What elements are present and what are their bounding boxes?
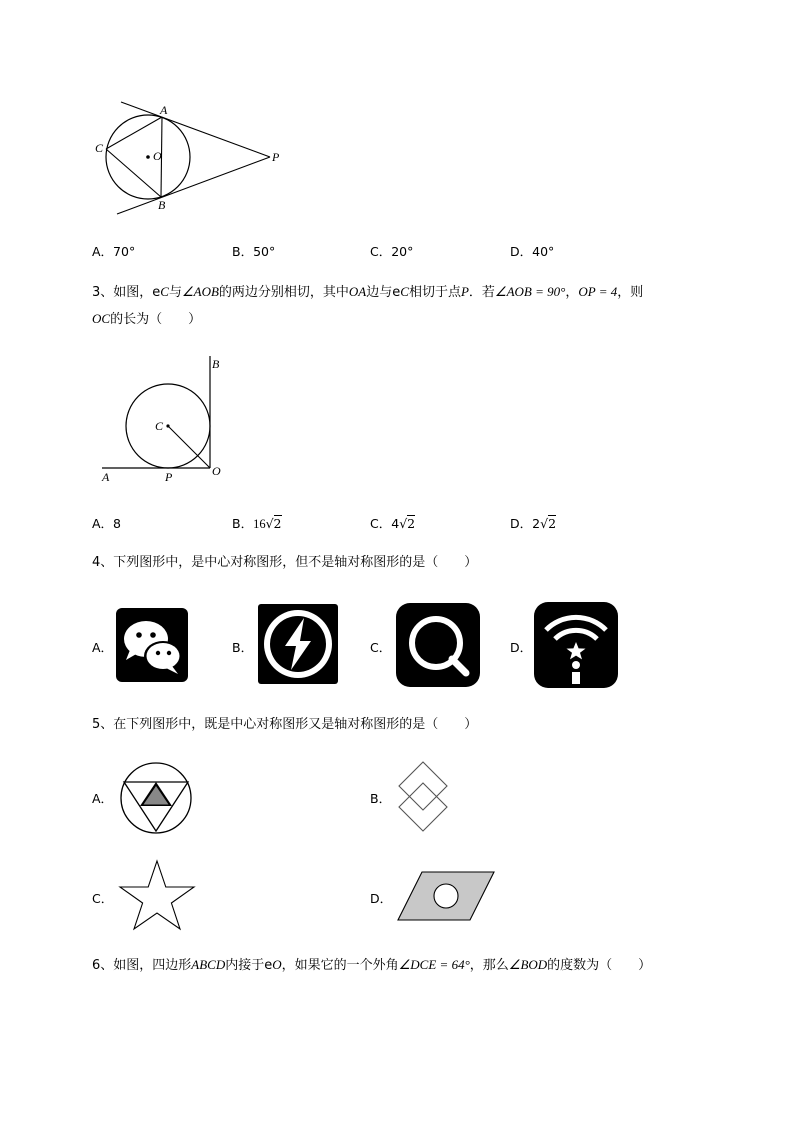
q3-label-p: P [165,470,173,484]
q4-option-c-label: C． [370,640,392,655]
q5-option-a-label: A． [92,791,114,806]
q5-option-a-figure [119,761,193,835]
q2-label-c: C [95,141,104,155]
q5-option-c-star-figure [118,859,196,931]
q4-option-b-lightning-icon [258,604,338,684]
q3-figure [98,356,228,486]
q5-option-c-label: C． [92,891,114,906]
q2-figure [90,96,290,220]
q2-tangent-pa [121,102,270,157]
q4-option-d-wifi-icon [534,602,618,688]
q3-option-b: B．16√2 [232,516,282,531]
q2-option-a: A．70° [92,244,136,259]
q4-option-d-label: D． [510,640,533,655]
q3-label-o: O [212,464,221,478]
q3-stem: 3、如图，eC与∠AOB的两边分别相切，其中OA边与eC相切于点P．若∠AOB = 90°，OP = 4，则 OC的长为（ ） [92,284,644,327]
q4-option-a-wechat-icon [116,608,188,682]
q3-option-c: C．4√2 [370,516,416,531]
q4-option-b-label: B． [232,640,254,655]
q5-option-b-label: B． [370,791,392,806]
q3-label-a: A [102,470,110,484]
q5-option-b-figure [396,760,450,834]
q6-stem: 6、如图，四边形ABCD内接于eO，如果它的一个外角∠DCE = 64°，那么∠BOD的度数为（ ） [92,957,652,973]
q4-stem: 4、下列图形中，是中心对称图形，但不是轴对称图形的是（ ） [92,555,478,570]
q3-option-a: A．8 [92,516,122,531]
q5-stem: 5、在下列图形中，既是中心对称图形又是轴对称图形的是（ ） [92,717,478,732]
q2-tangent-pb [117,157,270,214]
q2-option-b: B．50° [232,244,276,259]
q2-option-c: C．20° [370,244,414,259]
q2-label-a: A [160,103,168,117]
q2-label-b: B [158,198,166,212]
q4-option-c-search-icon [396,603,480,687]
q2-chord-ca [106,117,162,149]
q2-label-o: O [153,149,162,163]
q2-center-dot [146,155,150,159]
q2-label-p: P [272,150,280,164]
q5-option-d-parallelogram-figure [396,870,496,922]
q3-label-b: B [212,357,220,371]
q3-center-dot [166,424,169,427]
q3-option-d: D．2√2 [510,516,557,531]
q2-option-d: D．40° [510,244,555,259]
q4-option-a-label: A． [92,640,114,655]
q3-label-c: C [155,419,164,433]
q5-option-d-label: D． [370,891,393,906]
